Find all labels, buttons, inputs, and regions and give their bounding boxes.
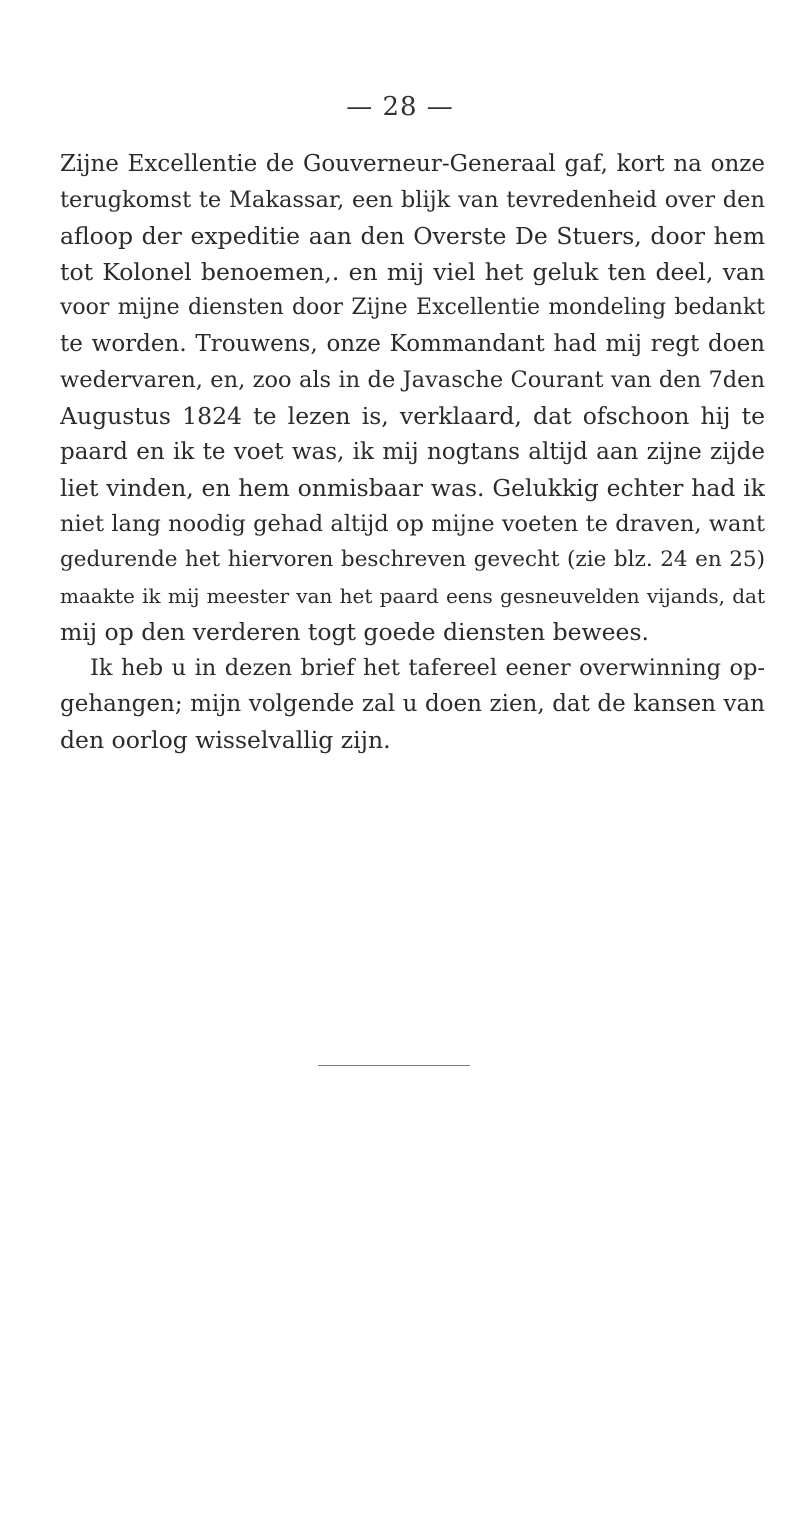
text-line: tot Kolonel benoemen,. en mij viel het geluk ten deel, van <box>60 258 765 286</box>
text-line: Augustus 1824 te lezen is, verklaard, dat ofschoon hij te <box>60 402 765 430</box>
page-number: — 28 — <box>346 92 454 122</box>
section-divider <box>318 1065 470 1066</box>
text-line: niet lang noodig gehad altijd op mijne voeten te draven, want <box>60 511 765 537</box>
text-line: maakte ik mij meester van het paard eens gesneuvelden vijands, dat <box>60 584 765 608</box>
text-line: Zijne Excellentie de Gouverneur-Generaal gaf, kort na onze <box>60 151 765 177</box>
body-text <box>60 146 765 758</box>
text-line: wedervaren, en, zoo als in de Javasche Courant van den 7den <box>60 367 765 393</box>
text-line: paard en ik te voet was, ik mij nogtans altijd aan zijne zijde <box>60 439 765 465</box>
text-line: gedurende het hiervoren beschreven gevecht (zie blz. 24 en 25) <box>60 547 765 572</box>
text-line: mij op den verderen togt goede diensten bewees. <box>60 618 649 646</box>
text-line: te worden. Trouwens, onze Kommandant had mij regt doen <box>60 331 765 357</box>
text-line: terugkomst te Makassar, een blijk van tevredenheid over den <box>60 187 765 213</box>
text-line: gehangen; mijn volgende zal u doen zien, dat de kansen van <box>60 691 765 717</box>
text-line: afloop der expeditie aan den Overste De Stuers, door hem <box>60 222 765 250</box>
text-line: Ik heb u in dezen brief het tafereel eener overwinning op- <box>90 655 765 681</box>
text-line: den oorlog wisselvallig zijn. <box>60 726 391 754</box>
text-line: voor mijne diensten door Zijne Excellentie mondeling bedankt <box>60 295 765 320</box>
text-line: liet vinden, en hem onmisbaar was. Gelukkig echter had ik <box>60 474 765 502</box>
